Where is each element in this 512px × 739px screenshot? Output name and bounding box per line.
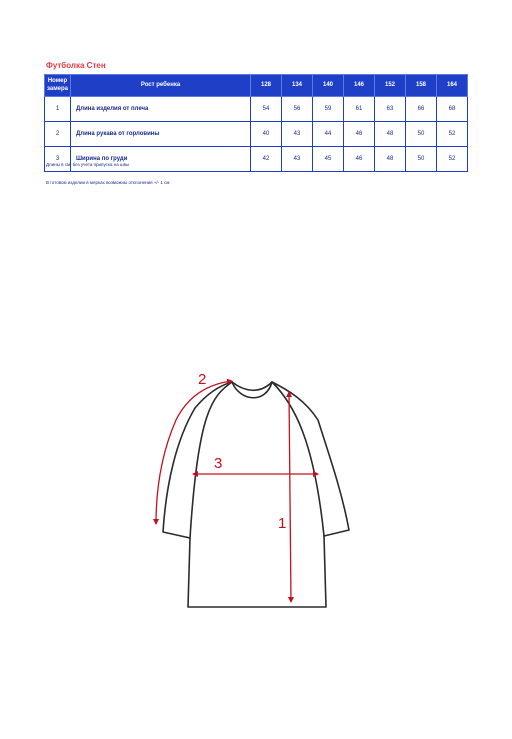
cell-value: 56 — [282, 97, 313, 122]
header-size: 140 — [313, 75, 344, 97]
header-measure-number: Номер замера — [45, 75, 71, 97]
measurement-name: Ширина по груди — [71, 147, 251, 172]
tshirt-outline — [163, 382, 349, 607]
cell-value: 61 — [344, 97, 375, 122]
header-size: 164 — [437, 75, 468, 97]
label-chest: 3 — [214, 455, 223, 472]
cell-value: 43 — [282, 122, 313, 147]
cell-value: 42 — [251, 147, 282, 172]
units-note: Длины в см, без учета припуска на швы — [46, 162, 130, 167]
cell-value: 63 — [375, 97, 406, 122]
cell-value: 54 — [251, 97, 282, 122]
cell-value: 46 — [344, 147, 375, 172]
length-measure-line — [289, 392, 291, 602]
sleeve-measure-line — [156, 381, 232, 524]
header-child-height: Рост ребенка — [71, 75, 251, 97]
header-size: 134 — [282, 75, 313, 97]
measurement-name: Длина изделия от плеча — [71, 97, 251, 122]
row-number: 2 — [45, 122, 71, 147]
cell-value: 68 — [437, 97, 468, 122]
cell-value: 40 — [251, 122, 282, 147]
cell-value: 46 — [344, 122, 375, 147]
cell-value: 44 — [313, 122, 344, 147]
header-size: 158 — [406, 75, 437, 97]
cell-value: 45 — [313, 147, 344, 172]
row-number: 1 — [45, 97, 71, 122]
cell-value: 50 — [406, 147, 437, 172]
cell-value: 48 — [375, 147, 406, 172]
measurement-lines — [156, 381, 318, 602]
header-size: 146 — [344, 75, 375, 97]
label-sleeve: 2 — [198, 371, 207, 388]
raglan-seam-right — [272, 382, 324, 536]
header-size: 152 — [375, 75, 406, 97]
tolerance-note: В готовом изделии в мерках возможны отклонения +/- 1 см — [46, 180, 170, 185]
measurement-name: Длина рукава от горловины — [71, 122, 251, 147]
row-number: 3 — [45, 147, 71, 172]
cell-value: 52 — [437, 122, 468, 147]
label-length: 1 — [278, 515, 287, 532]
page-title: Футболка Стен — [46, 61, 106, 70]
cell-value: 59 — [313, 97, 344, 122]
cell-value: 52 — [437, 147, 468, 172]
cell-value: 43 — [282, 147, 313, 172]
cell-value: 48 — [375, 122, 406, 147]
cell-value: 66 — [406, 97, 437, 122]
header-size: 128 — [251, 75, 282, 97]
cell-value: 50 — [406, 122, 437, 147]
